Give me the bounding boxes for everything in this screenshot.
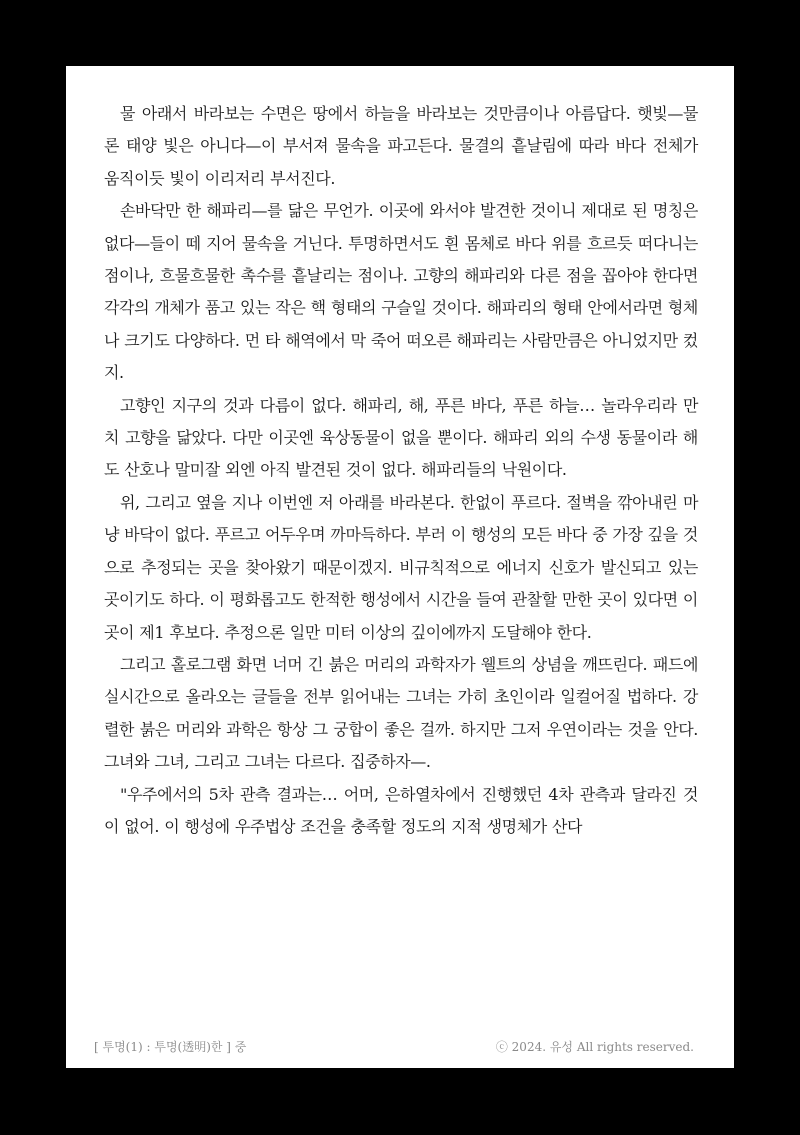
document-page	[66, 66, 734, 1068]
paragraph-5: 그리고 홀로그램 화면 너머 긴 붉은 머리의 과학자가 웰트의 상념을 깨뜨린다. 패드에 실시간으로 올라오는 글들을 전부 읽어내는 그녀는 가히 초인이라 일컬어질 법하다. 강렬한 붉은 머리와 과학은 항상 그 궁합이 좋은 걸까. 하지만 그저 우연이라는 것을 안다. 그녀와 그녀, 그리고 그녀는 다르다. 집중하자—.	[104, 654, 698, 772]
paragraph-6: "우주에서의 5차 관측 결과는… 어머, 은하열차에서 진행했던 4차 관측과 달라진 것이 없어. 이 행성에 우주법상 조건을 충족할 정도의 지적 생명체가 산다	[104, 784, 698, 836]
footer-title: [ 투명(1) : 투명(透明)한 ] 중	[94, 1040, 247, 1054]
page-footer	[94, 1038, 694, 1055]
paragraph-1: 물 아래서 바라보는 수면은 땅에서 하늘을 바라보는 것만큼이나 아름답다. 햇빛—물론 태양 빛은 아니다—이 부서져 물속을 파고든다. 물결의 흩날림에 따라 바다 전체가 움직이듯 빛이 이리저리 부서진다.	[104, 104, 698, 188]
paragraph-4: 위, 그리고 옆을 지나 이번엔 저 아래를 바라본다. 한없이 푸르다. 절벽을 깎아내린 마냥 바닥이 없다. 푸르고 어두우며 까마득하다. 부러 이 행성의 모든 바다 중 가장 깊을 것으로 추정되는 곳을 찾아왔기 때문이겠지. 비규칙적으로 에너지 신호가 발신되고 있는 곳이기도 하다. 이 평화롭고도 한적한 행성에서 시간을 들여 관찰할 만한 곳이 있다면 이곳이 제1 후보다. 추정으론 일만 미터 이상의 깊이에까지 도달해야 한다.	[104, 492, 698, 642]
paragraph-3: 고향인 지구의 것과 다름이 없다. 해파리, 해, 푸른 바다, 푸른 하늘… 놀라우리라 만치 고향을 닮았다. 다만 이곳엔 육상동물이 없을 뿐이다. 해파리 외의 수생 동물이라 해도 산호나 말미잘 외엔 아직 발견된 것이 없다. 해파리들의 낙원이다.	[104, 395, 698, 480]
footer-copyright: ⓒ 2024. 유성 All rights reserved.	[495, 1040, 694, 1054]
paragraph-2: 손바닥만 한 해파리—를 닮은 무언가. 이곳에 와서야 발견한 것이니 제대로 된 명칭은 없다—들이 떼 지어 물속을 거닌다. 투명하면서도 흰 몸체로 바다 위를 흐르듯 떠다니는 점이나, 흐물흐물한 촉수를 흩날리는 점이나. 고향의 해파리와 다른 점을 꼽아야 한다면 각각의 개체가 품고 있는 작은 핵 형태의 구슬일 것이다. 해파리의 형태 안에서라면 형체나 크기도 다양하다. 먼 타 해역에서 막 죽어 떠오른 해파리는 사람만큼은 아니었지만 컸지.	[104, 201, 698, 383]
document-body	[104, 98, 698, 843]
